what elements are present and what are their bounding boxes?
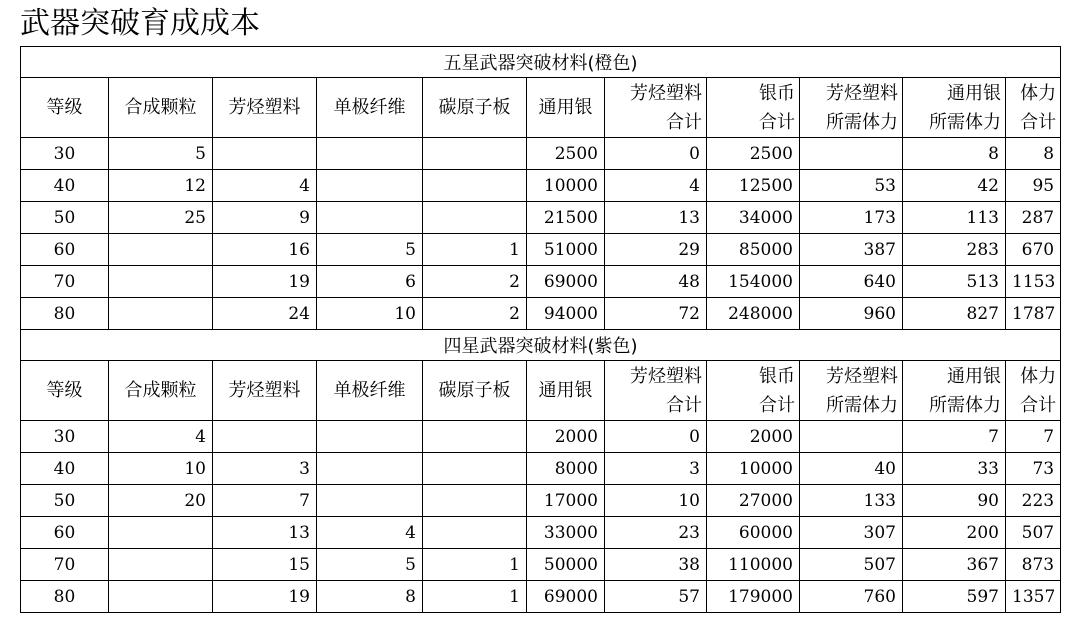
table-cell: 12500 <box>707 170 800 202</box>
table-cell: 5 <box>317 549 423 581</box>
table-cell: 50000 <box>527 549 605 581</box>
table-cell: 17000 <box>527 485 605 517</box>
table-cell: 10 <box>109 453 213 485</box>
table-cell: 6 <box>317 266 423 298</box>
table-cell: 10000 <box>527 170 605 202</box>
table-cell <box>109 298 213 330</box>
table-cell: 95 <box>1006 170 1061 202</box>
header-line: 通用银 <box>947 82 1001 104</box>
table-cell: 287 <box>1006 202 1061 234</box>
table-cell: 40 <box>800 453 903 485</box>
table-cell <box>109 549 213 581</box>
table-cell: 70 <box>21 549 109 581</box>
table-cell: 513 <box>903 266 1006 298</box>
table-cell: 4 <box>317 517 423 549</box>
table-cell: 10000 <box>707 453 800 485</box>
table-cell: 3 <box>213 453 317 485</box>
table-cell: 1357 <box>1006 581 1061 613</box>
header-particle: 合成颗粒 <box>109 361 213 421</box>
table-cell: 10 <box>605 485 707 517</box>
table-cell: 38 <box>605 549 707 581</box>
table-cell: 2500 <box>707 138 800 170</box>
table-row <box>21 549 1061 581</box>
table-cell: 1153 <box>1006 266 1061 298</box>
table-cell: 90 <box>903 485 1006 517</box>
header-row <box>21 361 1061 421</box>
table-cell: 20 <box>109 485 213 517</box>
table-cell: 200 <box>903 517 1006 549</box>
table-cell: 960 <box>800 298 903 330</box>
table-cell: 24 <box>213 298 317 330</box>
table-cell <box>317 202 423 234</box>
table-cell <box>109 517 213 549</box>
table-cell: 1 <box>423 581 527 613</box>
table-cell <box>423 170 527 202</box>
header-line: 所需体力 <box>826 111 898 133</box>
table-cell: 2500 <box>527 138 605 170</box>
section-title-row <box>21 330 1061 361</box>
table-cell: 8 <box>1006 138 1061 170</box>
table-cell: 10 <box>317 298 423 330</box>
table-cell: 8 <box>317 581 423 613</box>
table-cell <box>800 138 903 170</box>
section-title: 四星武器突破材料(紫色) <box>21 330 1061 361</box>
table-cell <box>213 421 317 453</box>
header-line: 芳烃塑料 <box>630 365 702 387</box>
table-row <box>21 485 1061 517</box>
table-cell: 248000 <box>707 298 800 330</box>
table-cell: 2 <box>423 266 527 298</box>
table-cell: 760 <box>800 581 903 613</box>
header-line: 通用银 <box>947 365 1001 387</box>
header-line: 银币 <box>759 82 795 104</box>
table-row <box>21 202 1061 234</box>
section-title-row <box>21 47 1061 78</box>
table-cell: 21500 <box>527 202 605 234</box>
table-cell: 51000 <box>527 234 605 266</box>
table-cell <box>423 138 527 170</box>
table-cell: 72 <box>605 298 707 330</box>
table-body <box>21 47 1061 613</box>
table-cell: 283 <box>903 234 1006 266</box>
table-cell: 25 <box>109 202 213 234</box>
header-silver: 通用银 <box>527 361 605 421</box>
table-cell: 57 <box>605 581 707 613</box>
table-cell: 15 <box>213 549 317 581</box>
table-cell <box>109 581 213 613</box>
table-cell: 154000 <box>707 266 800 298</box>
table-cell: 7 <box>213 485 317 517</box>
table-cell: 13 <box>213 517 317 549</box>
table-cell: 2000 <box>707 421 800 453</box>
header-line: 芳烃塑料 <box>630 82 702 104</box>
table-cell: 873 <box>1006 549 1061 581</box>
header-aromatic-stamina <box>800 78 903 138</box>
header-aromatic: 芳烃塑料 <box>213 361 317 421</box>
table-cell: 60 <box>21 517 109 549</box>
table-cell: 2 <box>423 298 527 330</box>
header-coin-total <box>707 78 800 138</box>
header-line: 银币 <box>759 365 795 387</box>
table-cell <box>423 421 527 453</box>
table-cell: 1 <box>423 234 527 266</box>
table-row <box>21 170 1061 202</box>
header-aromatic-total <box>605 361 707 421</box>
table-cell: 13 <box>605 202 707 234</box>
header-fiber: 单极纤维 <box>317 361 423 421</box>
table-cell: 80 <box>21 298 109 330</box>
header-line: 所需体力 <box>826 394 898 416</box>
header-line: 芳烃塑料 <box>826 365 898 387</box>
table-cell: 387 <box>800 234 903 266</box>
table-row <box>21 453 1061 485</box>
header-line: 体力 <box>1020 82 1057 104</box>
header-line: 所需体力 <box>929 111 1001 133</box>
header-line: 合计 <box>759 394 795 416</box>
table-cell: 3 <box>605 453 707 485</box>
header-silver-stamina <box>903 361 1006 421</box>
table-cell: 670 <box>1006 234 1061 266</box>
header-row <box>21 78 1061 138</box>
header-fiber: 单极纤维 <box>317 78 423 138</box>
table-row <box>21 234 1061 266</box>
header-aromatic-stamina <box>800 361 903 421</box>
cost-table <box>20 46 1061 613</box>
header-level: 等级 <box>21 78 109 138</box>
table-cell: 30 <box>21 421 109 453</box>
table-cell: 367 <box>903 549 1006 581</box>
table-cell: 80 <box>21 581 109 613</box>
table-cell: 507 <box>1006 517 1061 549</box>
header-level: 等级 <box>21 361 109 421</box>
table-row <box>21 581 1061 613</box>
table-cell: 110000 <box>707 549 800 581</box>
table-cell: 33 <box>903 453 1006 485</box>
header-carbon: 碳原子板 <box>423 78 527 138</box>
table-cell: 69000 <box>527 266 605 298</box>
table-cell: 8 <box>903 138 1006 170</box>
table-cell <box>423 517 527 549</box>
header-particle: 合成颗粒 <box>109 78 213 138</box>
table-cell: 73 <box>1006 453 1061 485</box>
header-line: 芳烃塑料 <box>826 82 898 104</box>
header-line: 体力 <box>1020 365 1057 387</box>
table-cell <box>317 421 423 453</box>
table-cell: 40 <box>21 453 109 485</box>
table-cell: 60000 <box>707 517 800 549</box>
table-cell: 12 <box>109 170 213 202</box>
table-cell: 48 <box>605 266 707 298</box>
header-line: 合计 <box>666 111 702 133</box>
table-cell: 113 <box>903 202 1006 234</box>
table-cell: 4 <box>213 170 317 202</box>
header-line: 合计 <box>759 111 795 133</box>
table-cell <box>109 266 213 298</box>
table-row <box>21 421 1061 453</box>
table-cell: 50 <box>21 485 109 517</box>
header-line: 所需体力 <box>929 394 1001 416</box>
table-cell: 4 <box>109 421 213 453</box>
table-cell: 507 <box>800 549 903 581</box>
table-cell <box>317 453 423 485</box>
table-cell: 8000 <box>527 453 605 485</box>
table-cell: 597 <box>903 581 1006 613</box>
table-cell <box>317 138 423 170</box>
table-cell: 5 <box>109 138 213 170</box>
table-cell: 23 <box>605 517 707 549</box>
table-cell: 85000 <box>707 234 800 266</box>
table-cell: 133 <box>800 485 903 517</box>
header-line: 合计 <box>1020 111 1057 133</box>
table-cell: 70 <box>21 266 109 298</box>
table-cell: 60 <box>21 234 109 266</box>
table-cell: 2000 <box>527 421 605 453</box>
table-cell: 7 <box>1006 421 1061 453</box>
table-cell: 69000 <box>527 581 605 613</box>
header-aromatic-total <box>605 78 707 138</box>
header-carbon: 碳原子板 <box>423 361 527 421</box>
table-cell: 53 <box>800 170 903 202</box>
table-cell: 4 <box>605 170 707 202</box>
table-cell: 223 <box>1006 485 1061 517</box>
header-line: 合计 <box>666 394 702 416</box>
table-cell: 30 <box>21 138 109 170</box>
table-cell: 29 <box>605 234 707 266</box>
table-cell: 173 <box>800 202 903 234</box>
table-cell <box>109 234 213 266</box>
table-cell: 33000 <box>527 517 605 549</box>
header-coin-total <box>707 361 800 421</box>
table-cell <box>317 485 423 517</box>
table-row <box>21 138 1061 170</box>
table-cell: 1 <box>423 549 527 581</box>
table-cell: 34000 <box>707 202 800 234</box>
header-silver: 通用银 <box>527 78 605 138</box>
table-row <box>21 517 1061 549</box>
table-cell: 16 <box>213 234 317 266</box>
table-cell: 827 <box>903 298 1006 330</box>
header-stamina-total <box>1006 78 1061 138</box>
header-line: 合计 <box>1020 394 1057 416</box>
table-cell: 307 <box>800 517 903 549</box>
table-cell: 179000 <box>707 581 800 613</box>
table-cell: 50 <box>21 202 109 234</box>
section-title: 五星武器突破材料(橙色) <box>21 47 1061 78</box>
table-cell: 7 <box>903 421 1006 453</box>
table-cell <box>423 202 527 234</box>
table-cell <box>423 453 527 485</box>
table-row <box>21 298 1061 330</box>
table-cell: 640 <box>800 266 903 298</box>
table-cell <box>800 421 903 453</box>
table-cell: 40 <box>21 170 109 202</box>
table-cell: 42 <box>903 170 1006 202</box>
header-stamina-total <box>1006 361 1061 421</box>
table-cell: 19 <box>213 581 317 613</box>
table-cell: 0 <box>605 421 707 453</box>
table-row <box>21 266 1061 298</box>
header-silver-stamina <box>903 78 1006 138</box>
header-aromatic: 芳烃塑料 <box>213 78 317 138</box>
table-cell <box>423 485 527 517</box>
table-cell: 27000 <box>707 485 800 517</box>
table-cell: 0 <box>605 138 707 170</box>
page-title: 武器突破育成成本 <box>20 6 260 41</box>
table-cell <box>317 170 423 202</box>
table-cell: 94000 <box>527 298 605 330</box>
table-cell: 1787 <box>1006 298 1061 330</box>
table-cell: 9 <box>213 202 317 234</box>
table-cell <box>213 138 317 170</box>
table-cell: 5 <box>317 234 423 266</box>
table-cell: 19 <box>213 266 317 298</box>
